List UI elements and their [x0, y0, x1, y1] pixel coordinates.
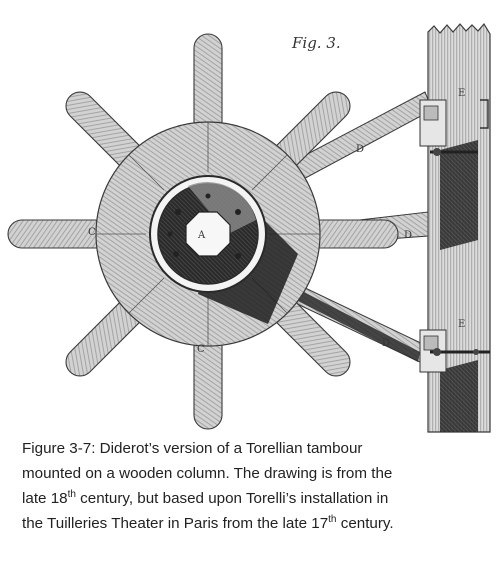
label-arm-right: D	[404, 230, 413, 241]
caption-line-3-end: century, but based upon Torelli’s installation in	[75, 490, 389, 507]
caption-line-4-ordinal: th	[328, 513, 337, 525]
label-arm-left: C	[88, 227, 96, 238]
caption-line-3-ordinal: th	[67, 488, 76, 500]
caption-line-2: mounted on a wooden column. The drawing is from the	[22, 465, 393, 482]
label-arm-bottom: C	[197, 344, 205, 355]
hub-octagon	[186, 212, 230, 256]
label-strut-bottom: D	[382, 338, 391, 349]
caption-line-4-end: century.	[336, 515, 394, 532]
label-bracket-bottom: E	[458, 319, 466, 330]
figure-label: Fig. 3.	[292, 34, 341, 52]
caption-line-4	[22, 511, 497, 536]
caption-line-3	[22, 486, 497, 511]
label-bracket-top: E	[458, 88, 466, 99]
label-hub: A	[198, 230, 206, 241]
label-strut-top: D	[356, 144, 365, 155]
caption-line-4-start: the Tuilleries Theater in Paris from the late 17	[22, 515, 329, 532]
caption-line-1: Figure 3-7: Diderot’s version of a Torellian tambour	[22, 440, 363, 457]
caption-line-3-start: late 18	[22, 490, 68, 507]
figure-caption	[22, 436, 497, 536]
